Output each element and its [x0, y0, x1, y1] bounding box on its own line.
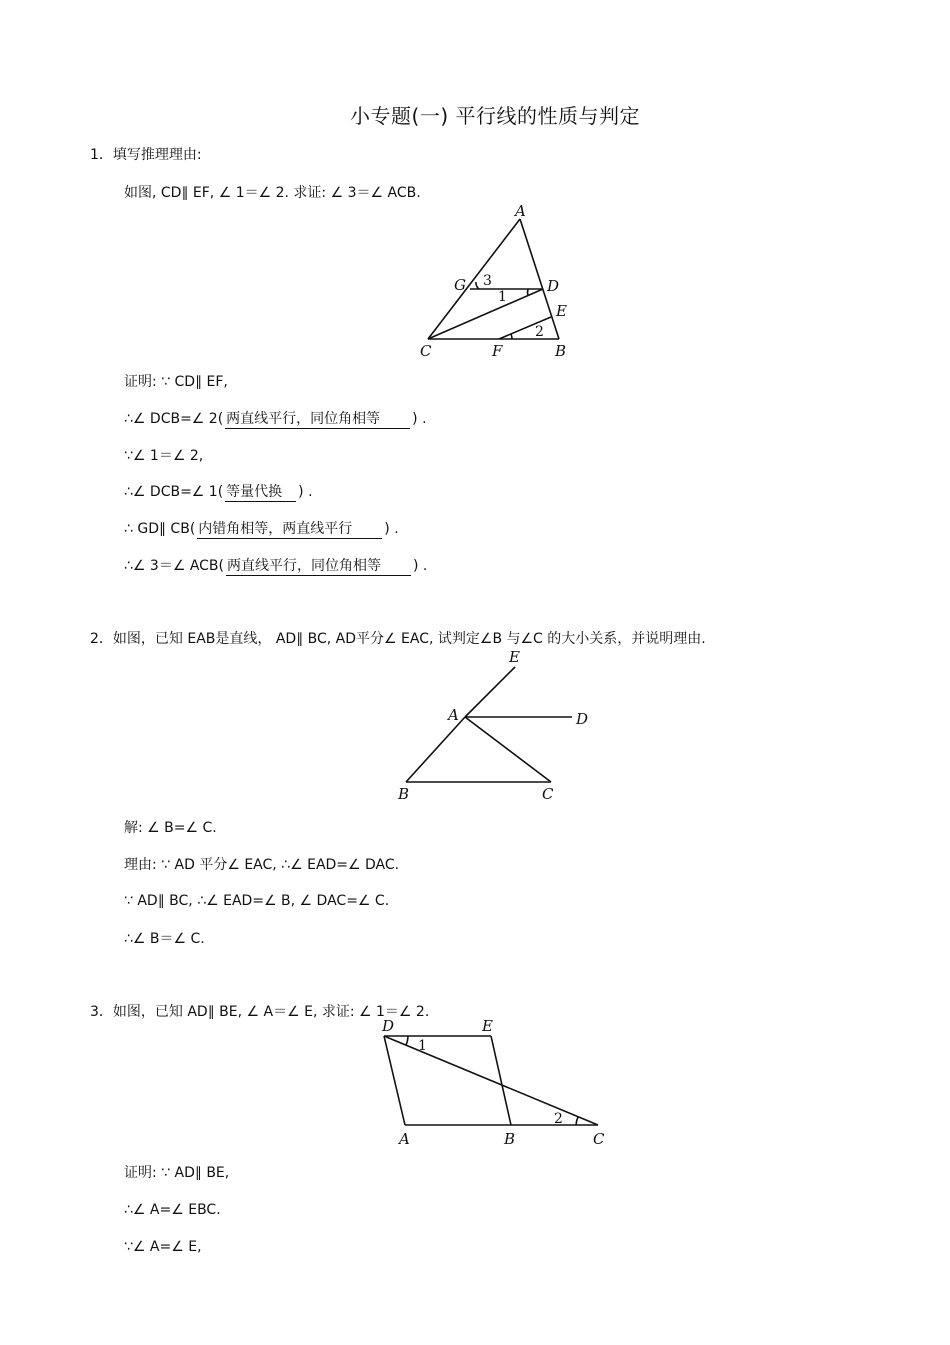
angle-3-arc [476, 282, 479, 289]
label-c: C [542, 785, 554, 803]
q1-step-1 [124, 410, 427, 429]
q1-step-5-close: ) . [413, 558, 428, 574]
label-b: B [555, 342, 567, 360]
q2-reason-2: ∵ AD∥ BC, ∴∠ EAD=∠ B, ∠ DAC=∠ C. [124, 893, 390, 909]
q1-proof-start: 证明: ∵ CD∥ EF, [124, 374, 228, 390]
label-angle-2: 2 [554, 1111, 563, 1127]
label-b: B [398, 785, 410, 803]
q2-reason-3: ∴∠ B＝∠ C. [124, 931, 205, 947]
segment-eb [491, 1036, 511, 1125]
q3-figure [375, 1015, 615, 1150]
q1-heading: 1．填写推理理由: [90, 147, 202, 163]
q1-given: 如图, CD∥ EF, ∠ 1＝∠ 2. 求证: ∠ 3＝∠ ACB. [124, 185, 421, 201]
label-angle-3: 3 [483, 273, 492, 289]
q1-step-4-close: ) . [384, 521, 399, 537]
segment-dc [384, 1036, 598, 1125]
angle-1-arc [406, 1036, 408, 1045]
label-b: B [504, 1130, 516, 1148]
q1-step-2: ∵∠ 1＝∠ 2, [124, 448, 204, 464]
q2-answer: 解: ∠ B=∠ C. [124, 820, 217, 836]
segment-ca [428, 219, 520, 339]
label-f: F [492, 342, 503, 360]
label-e: E [509, 648, 520, 666]
label-a: A [448, 706, 459, 724]
q3-proof-2: ∴∠ A=∠ EBC. [124, 1202, 221, 1218]
segment-da [384, 1036, 405, 1125]
q1-step-3-close: ) . [298, 484, 313, 500]
q2-figure [395, 645, 595, 810]
label-c: C [420, 342, 432, 360]
q1-step-3-text: ∴∠ DCB=∠ 1( [124, 484, 224, 500]
segment-cd [428, 289, 543, 339]
label-d: D [576, 710, 589, 728]
q1-step-5-text: ∴∠ 3＝∠ ACB( [124, 558, 224, 574]
segment-ac [465, 717, 551, 782]
q1-step-1-text: ∴∠ DCB=∠ 2( [124, 411, 224, 427]
label-a: A [399, 1130, 410, 1148]
q3-heading: 3．如图，已知 AD∥ BE, ∠ A＝∠ E, 求证: ∠ 1＝∠ 2. [90, 1004, 430, 1020]
q1-step-3-answer: 等量代换 [225, 483, 296, 502]
q3-proof-3: ∵∠ A=∠ E, [124, 1239, 202, 1255]
label-e: E [482, 1017, 493, 1035]
label-a: A [515, 202, 526, 220]
q1-step-4-answer: 内错角相等，两直线平行 [197, 520, 382, 539]
segment-ab [406, 717, 465, 782]
label-angle-2: 2 [535, 324, 544, 340]
q3-proof-1: 证明: ∵ AD∥ BE, [124, 1165, 230, 1181]
q1-step-4 [124, 520, 399, 539]
ray-ae [465, 667, 515, 717]
q1-step-1-answer: 两直线平行，同位角相等 [225, 410, 410, 429]
label-d: D [547, 277, 560, 295]
q1-step-5 [124, 557, 427, 576]
label-c: C [593, 1130, 605, 1148]
page-title: 小专题(一) 平行线的性质与判定 [350, 104, 640, 128]
q2-heading: 2．如图，已知 EAB是直线， AD∥ BC, AD平分∠ EAC, 试判定∠B 与∠C 的大小关系，并说明理由. [90, 631, 706, 647]
label-g: G [454, 276, 466, 294]
label-angle-1: 1 [498, 289, 507, 305]
q1-step-3 [124, 483, 313, 502]
q2-reason-1: 理由: ∵ AD 平分∠ EAC, ∴∠ EAD=∠ DAC. [124, 857, 400, 873]
q1-step-4-text: ∴ GD∥ CB( [124, 521, 196, 537]
label-e: E [556, 302, 567, 320]
angle-2-arc [576, 1117, 578, 1125]
q1-step-1-close: ) . [412, 411, 427, 427]
q1-step-5-answer: 两直线平行，同位角相等 [226, 557, 411, 576]
q1-figure [410, 200, 590, 365]
label-angle-1: 1 [418, 1038, 427, 1054]
label-d: D [382, 1017, 395, 1035]
